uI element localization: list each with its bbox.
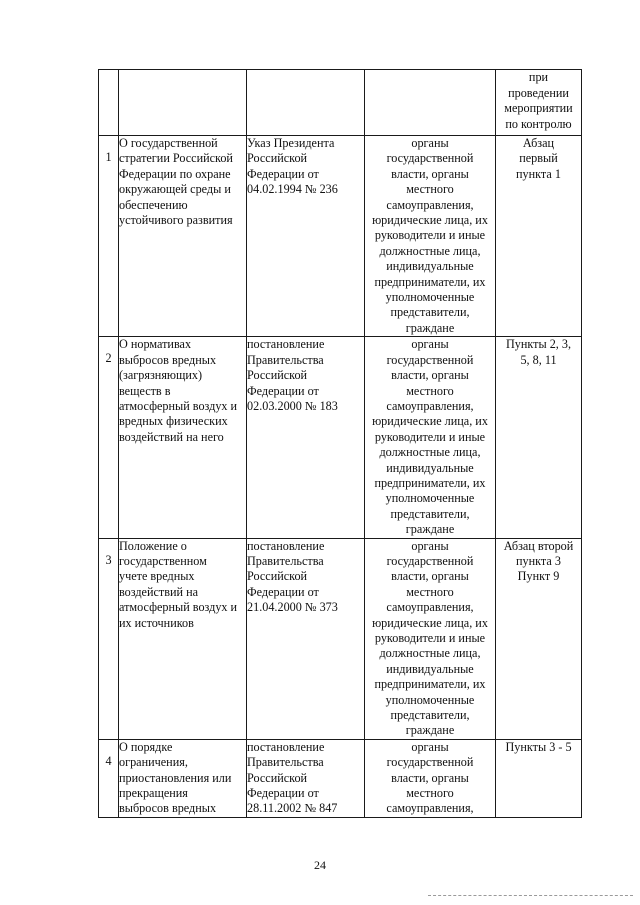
who-line: предприниматели, их — [374, 274, 486, 289]
parts-line: мероприятии — [504, 101, 573, 116]
parts-line: по контролю — [505, 116, 572, 131]
doc-line: постановление — [247, 337, 325, 352]
doc-cell — [247, 739, 365, 817]
who-line: государственной — [386, 352, 474, 367]
row-number: 1 — [105, 150, 112, 164]
row-number: 2 — [105, 351, 112, 366]
title-line: воздействий на него — [119, 429, 224, 444]
doc-line: постановление — [247, 538, 325, 553]
who-line: представители, — [390, 506, 470, 521]
parts-line: проведении — [508, 85, 569, 100]
who-cell — [365, 136, 496, 337]
parts-cell — [496, 337, 582, 538]
row-number-cell — [99, 136, 119, 337]
row-number-cell — [99, 337, 119, 538]
title-line: О порядке — [119, 739, 173, 754]
who-line: органы — [411, 739, 449, 754]
who-line: юридические лица, их — [372, 213, 488, 228]
who-line: уполномоченные — [385, 290, 475, 305]
parts-line: Пункты 3 - 5 — [505, 739, 572, 754]
who-line: власти, органы — [391, 770, 469, 785]
title-line: окружающей среды и — [119, 182, 231, 197]
title-line: государственном — [119, 553, 207, 568]
who-line: власти, органы — [391, 569, 469, 584]
who-line: граждане — [405, 723, 455, 738]
title-line: прекращения — [119, 786, 188, 801]
parts-line: Пункты 2, 3, — [505, 337, 572, 352]
doc-line: Указ Президента — [247, 136, 335, 150]
doc-line: 04.02.1994 № 236 — [247, 182, 338, 197]
title-line: вредных физических — [119, 414, 228, 429]
table-row — [99, 70, 582, 136]
who-line: местного — [406, 383, 454, 398]
title-line: веществ в — [119, 383, 171, 398]
doc-line: Правительства — [247, 553, 324, 568]
doc-line: Российской — [247, 770, 308, 785]
parts-cell — [496, 136, 582, 337]
parts-cell — [496, 70, 582, 136]
who-line: должностные лица, — [379, 445, 481, 460]
who-line: органы — [411, 538, 449, 553]
doc-line: Российской — [247, 368, 308, 383]
who-line: индивидуальные — [386, 460, 474, 475]
doc-line: Федерации от — [247, 166, 319, 181]
table-row — [99, 136, 582, 337]
who-line: самоуправления, — [386, 801, 474, 816]
doc-line: 02.03.2000 № 183 — [247, 398, 338, 413]
title-cell — [119, 538, 247, 739]
who-line: предприниматели, их — [374, 475, 486, 490]
who-line: предприниматели, их — [374, 677, 486, 692]
parts-line: пункта 1 — [516, 166, 561, 181]
who-line: юридические лица, их — [372, 615, 488, 630]
who-line: местного — [406, 786, 454, 801]
title-line: обеспечению — [119, 197, 188, 212]
page-number: 24 — [314, 858, 326, 872]
scan-artifact-line — [428, 895, 633, 896]
who-line: органы — [411, 136, 449, 150]
title-line: (загрязняющих) — [119, 368, 203, 383]
title-line: воздействий на — [119, 584, 199, 599]
doc-cell — [247, 337, 365, 538]
title-line: атмосферный воздух и — [119, 398, 238, 413]
doc-line: 21.04.2000 № 373 — [247, 600, 338, 615]
who-line: государственной — [386, 151, 474, 166]
who-line: органы — [411, 337, 449, 352]
who-line: власти, органы — [391, 166, 469, 181]
who-line: самоуправления, — [386, 398, 474, 413]
who-line: уполномоченные — [385, 692, 475, 707]
row-number-cell — [99, 538, 119, 739]
who-line: самоуправления, — [386, 197, 474, 212]
title-line: выбросов вредных — [119, 801, 217, 816]
who-cell — [365, 538, 496, 739]
parts-line: Абзац второй — [503, 538, 574, 553]
who-line: должностные лица, — [379, 243, 481, 258]
parts-line: Пункт 9 — [517, 569, 560, 584]
parts-line: 5, 8, 11 — [520, 352, 557, 367]
title-line: Положение о — [119, 538, 187, 553]
row-number: 3 — [105, 552, 112, 567]
parts-cell — [496, 538, 582, 739]
table-body — [99, 70, 582, 818]
title-cell — [119, 337, 247, 538]
doc-line: Федерации от — [247, 584, 319, 599]
doc-line: Федерации от — [247, 383, 319, 398]
who-line: местного — [406, 584, 454, 599]
parts-line: первый — [519, 151, 558, 166]
title-line: стратегии Российской — [119, 151, 233, 166]
table-row — [99, 739, 582, 817]
legal-acts-table-container — [98, 69, 581, 818]
title-line: О государственной — [119, 136, 218, 150]
who-cell — [365, 337, 496, 538]
who-line: самоуправления, — [386, 600, 474, 615]
title-cell — [119, 136, 247, 337]
who-line: должностные лица, — [379, 646, 481, 661]
table-row — [99, 538, 582, 739]
title-line: выбросов вредных — [119, 352, 217, 367]
who-line: индивидуальные — [386, 259, 474, 274]
who-cell — [365, 70, 496, 136]
doc-line: Российской — [247, 151, 308, 166]
doc-line: постановление — [247, 739, 325, 754]
legal-acts-table — [98, 69, 582, 818]
who-line: руководители и иные — [374, 429, 486, 444]
who-line: власти, органы — [391, 368, 469, 383]
who-line: юридические лица, их — [372, 414, 488, 429]
who-line: уполномоченные — [385, 491, 475, 506]
title-line: их источников — [119, 615, 194, 630]
row-number-cell — [99, 739, 119, 817]
who-line: граждане — [405, 320, 455, 335]
title-cell — [119, 739, 247, 817]
title-line: учете вредных — [119, 569, 195, 584]
who-line: представители, — [390, 708, 470, 723]
table-row — [99, 337, 582, 538]
who-line: местного — [406, 182, 454, 197]
who-line: государственной — [386, 553, 474, 568]
who-cell — [365, 739, 496, 817]
doc-line: Федерации от — [247, 786, 319, 801]
doc-cell — [247, 70, 365, 136]
doc-cell — [247, 136, 365, 337]
who-line: граждане — [405, 522, 455, 537]
doc-line: 28.11.2002 № 847 — [247, 801, 338, 816]
title-line: приостановления или — [119, 770, 232, 785]
parts-line: пункта 3 — [516, 553, 561, 568]
title-line: атмосферный воздух и — [119, 600, 238, 615]
doc-cell — [247, 538, 365, 739]
title-line: устойчивого развития — [119, 213, 233, 228]
who-line: руководители и иные — [374, 228, 486, 243]
row-number-cell — [99, 70, 119, 136]
who-line: государственной — [386, 755, 474, 770]
doc-line: Правительства — [247, 755, 324, 770]
title-cell — [119, 70, 247, 136]
parts-line: Абзац — [522, 136, 555, 150]
doc-line: Российской — [247, 569, 308, 584]
who-line: индивидуальные — [386, 661, 474, 676]
doc-line: Правительства — [247, 352, 324, 367]
parts-line: при — [528, 70, 549, 85]
title-line: О нормативах — [119, 337, 192, 352]
parts-cell — [496, 739, 582, 817]
who-line: представители, — [390, 305, 470, 320]
who-line: руководители и иные — [374, 631, 486, 645]
title-line: ограничения, — [119, 755, 188, 770]
title-line: Федерации по охране — [119, 166, 231, 181]
row-number: 4 — [105, 753, 112, 768]
